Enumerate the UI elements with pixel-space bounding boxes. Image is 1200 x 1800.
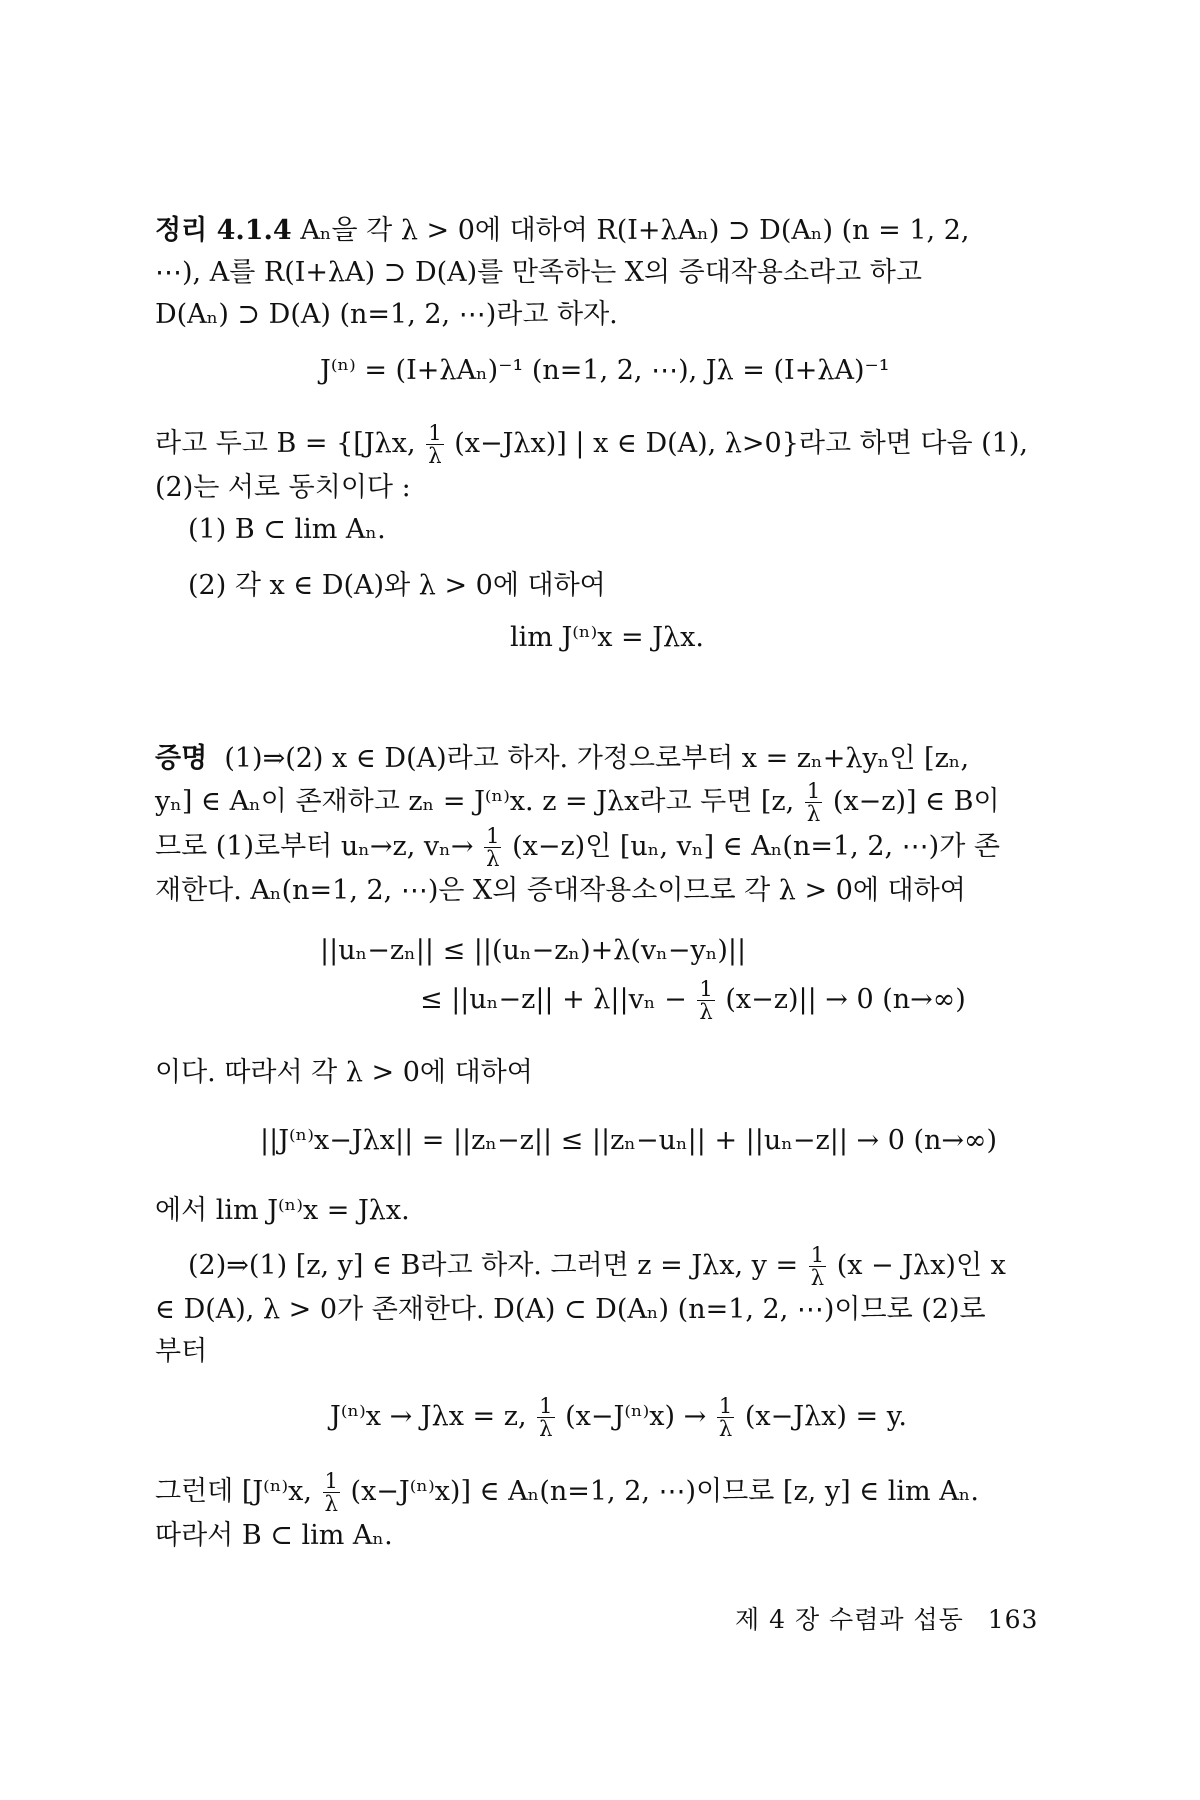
fraction-numerator: 1 xyxy=(428,420,442,445)
proof-block-4 xyxy=(155,1470,1045,1557)
proof-equation-4 xyxy=(420,978,966,1023)
fraction-numerator: 1 xyxy=(718,1393,733,1418)
proof-line-5: 이다. 따라서 각 λ > 0에 대하여 xyxy=(155,1057,533,1088)
chapter-title: 제 4 장 수렴과 섭동 xyxy=(735,1605,964,1634)
proof-line-11: 따라서 B ⊂ lim Aₙ. xyxy=(155,1520,393,1552)
proof-text-2a: yₙ] ∈ Aₙ이 존재하고 zₙ = J⁽ⁿ⁾x. z = Jλx라고 두면 [z, xyxy=(155,785,795,817)
fraction-denominator: λ xyxy=(806,800,821,826)
proof-equation-4b: (x−z)|| → 0 (n→∞) xyxy=(725,984,966,1016)
proof-text-7b: (x − Jλx)인 x xyxy=(836,1249,1006,1281)
proof-text-10a: 그런데 [J⁽ⁿ⁾x, xyxy=(155,1476,312,1508)
fraction-numerator: 1 xyxy=(324,1468,338,1493)
theorem-line-1 xyxy=(155,210,1045,252)
theorem-item-1: (1) B ⊂ lim Aₙ. xyxy=(188,514,386,546)
proof-line-8: ∈ D(A), λ > 0가 존재한다. D(A) ⊂ D(Aₙ) (n=1, 2, ⋯)이므로 (2)로 xyxy=(155,1294,986,1326)
theorem-text-1: Aₙ을 각 λ > 0에 대하여 R(I+λAₙ) ⊃ D(Aₙ) (n = 1, 2, xyxy=(300,215,970,246)
proof-block-2 xyxy=(155,1052,1045,1094)
fraction-denominator: λ xyxy=(718,1416,733,1442)
fraction-denominator: λ xyxy=(428,443,442,469)
theorem-line-3: D(Aₙ) ⊃ D(A) (n=1, 2, ⋯)라고 하자. xyxy=(155,298,618,330)
proof-line-9: 부터 xyxy=(155,1335,208,1367)
theorem-label: 정리 4.1.4 xyxy=(155,215,292,246)
proof-line-3 xyxy=(155,825,1045,870)
proof-line-1 xyxy=(155,738,1045,780)
theorem-line-5: (2)는 서로 동치이다 : xyxy=(155,472,411,504)
theorem-block-2 xyxy=(155,422,1045,607)
theorem-equation-2: lim J⁽ⁿ⁾x = Jλx. xyxy=(510,622,704,653)
proof-line-2 xyxy=(155,777,1045,826)
proof-text-3a: 므로 (1)로부터 uₙ→z, vₙ→ xyxy=(155,831,474,863)
theorem-line-4 xyxy=(155,422,1045,467)
page-footer xyxy=(735,1600,1038,1636)
theorem-block xyxy=(155,210,1045,336)
proof-line-4: 재한다. Aₙ(n=1, 2, ⋯)은 X의 증대작용소이므로 각 λ > 0에 대하여 xyxy=(155,875,966,907)
proof-equation-4a: ≤ ||uₙ−z|| + λ||vₙ − xyxy=(420,984,687,1016)
proof-line-7 xyxy=(155,1241,1045,1290)
fraction-numerator: 1 xyxy=(806,777,821,803)
proof-equation-6c: (x−Jλx) = y. xyxy=(744,1401,907,1433)
proof-equation-6 xyxy=(330,1395,907,1440)
proof-block-3 xyxy=(155,1190,1045,1373)
theorem-equation-1: J⁽ⁿ⁾ = (I+λAₙ)⁻¹ (n=1, 2, ⋯), Jλ = (I+λA)⁻¹ xyxy=(320,355,890,386)
fraction-denominator: λ xyxy=(539,1416,553,1442)
theorem-text-4a: 라고 두고 B = {[Jλx, xyxy=(155,428,416,460)
fraction-denominator: λ xyxy=(699,999,713,1025)
fraction-one-over-lambda xyxy=(717,1395,734,1440)
fraction-one-over-lambda xyxy=(323,1470,340,1515)
fraction-numerator: 1 xyxy=(810,1241,825,1267)
proof-text-3b: (x−z)인 [uₙ, vₙ] ∈ Aₙ(n=1, 2, ⋯)가 존 xyxy=(512,831,1000,863)
fraction-one-over-lambda xyxy=(537,1395,554,1440)
fraction-denominator: λ xyxy=(324,1491,338,1517)
proof-line-6: 에서 lim J⁽ⁿ⁾x = Jλx. xyxy=(155,1195,410,1226)
fraction-numerator: 1 xyxy=(699,976,713,1001)
fraction-numerator: 1 xyxy=(486,823,500,849)
proof-text-2b: (x−z)] ∈ B이 xyxy=(832,785,1000,817)
proof-equation-6a: J⁽ⁿ⁾x → Jλx = z, xyxy=(330,1401,527,1433)
fraction-numerator: 1 xyxy=(539,1393,553,1418)
proof-text-7a: (2)⇒(1) [z, y] ∈ B라고 하자. 그러면 z = Jλx, y = xyxy=(188,1249,799,1281)
theorem-item-2: (2) 각 x ∈ D(A)와 λ > 0에 대하여 xyxy=(188,569,606,601)
page-number: 163 xyxy=(987,1605,1039,1634)
proof-equation-6b: (x−J⁽ⁿ⁾x) → xyxy=(565,1401,707,1433)
theorem-text-4b: (x−Jλx)] | x ∈ D(A), λ>0}라고 하면 다음 (1), xyxy=(454,428,1028,460)
proof-label: 증명 xyxy=(155,743,208,774)
theorem-line-2: ⋯), A를 R(I+λA) ⊃ D(A)를 만족하는 X의 증대작용소라고 하고 xyxy=(155,256,922,288)
fraction-denominator: λ xyxy=(486,846,500,872)
proof-equation-5: ||J⁽ⁿ⁾x−Jλx|| = ||zₙ−z|| ≤ ||zₙ−uₙ|| + ||uₙ−z|| → 0 (n→∞) xyxy=(260,1125,998,1156)
fraction-denominator: λ xyxy=(810,1264,825,1290)
proof-text-10b: (x−J⁽ⁿ⁾x)] ∈ Aₙ(n=1, 2, ⋯)이므로 [z, y] ∈ lim Aₙ. xyxy=(350,1476,979,1508)
fraction-one-over-lambda xyxy=(805,777,822,826)
fraction-one-over-lambda xyxy=(809,1241,826,1290)
proof-text-1: (1)⇒(2) x ∈ D(A)라고 하자. 가정으로부터 x = zₙ+λyₙ인 [zₙ, xyxy=(224,743,970,774)
fraction-one-over-lambda xyxy=(697,978,714,1023)
proof-block xyxy=(155,738,1045,912)
fraction-one-over-lambda xyxy=(426,422,443,467)
proof-equation-3: ||uₙ−zₙ|| ≤ ||(uₙ−zₙ)+λ(vₙ−yₙ)|| xyxy=(320,935,747,966)
proof-line-10 xyxy=(155,1470,1045,1515)
fraction-one-over-lambda xyxy=(484,825,501,870)
